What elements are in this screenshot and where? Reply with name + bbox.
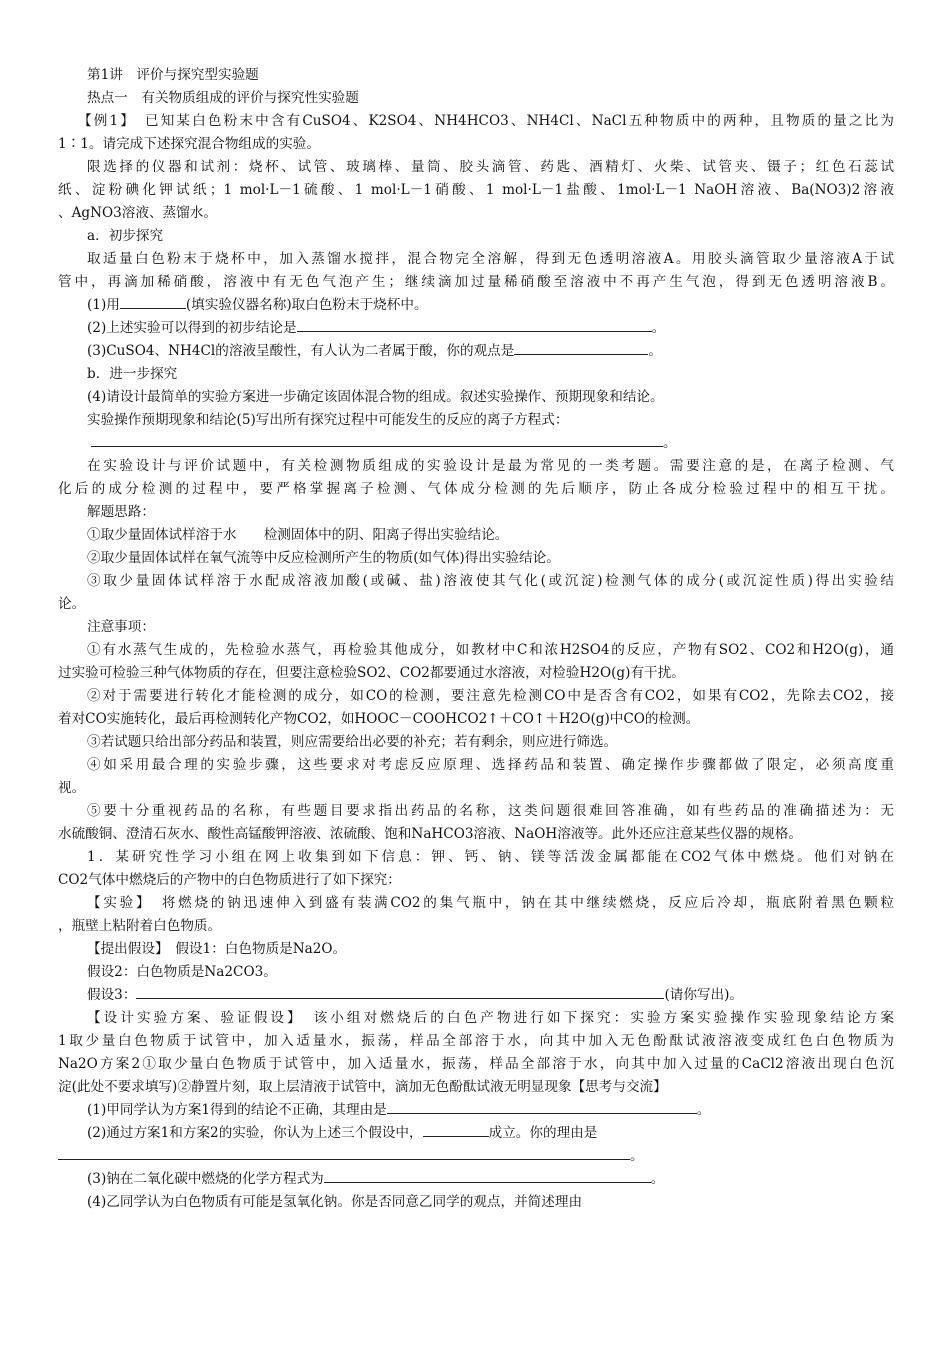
discussion-question-3: (3)钠在二氧化碳中燃烧的化学方程式为 。 [58,1168,894,1191]
question-4: (4)请设计最简单的实验方案进一步确定该固体混合物的组成。叙述实验操作、预期现象和结论。 [87,389,664,405]
procedure-text: 管中，再滴加稀硝酸，溶液中有无色气泡产生；继续滴加过量稀硝酸至溶液中不再产生气泡，得到无色透明溶液B。 [58,274,894,290]
answer-blank[interactable] [387,1099,697,1114]
notes-label: 注意事项： [87,619,155,635]
answer-blank[interactable] [91,432,663,447]
experiment-text: 【实验】 将燃烧的钠迅速伸入到盛有装满CO2的集气瓶中，钠在其中继续燃烧，反应后冷却，瓶底附着黑色颗粒 [87,895,894,911]
answer-blank[interactable] [58,1145,630,1160]
analysis-text: 在实验设计与评价试题中，有关检测物质组成的实验设计是最为常见的一类考题。需要注意的是，在离子检测、气 [87,458,894,474]
answer-blank[interactable] [120,294,186,309]
note-item: 着对CO实施转化，最后再检测转化产物CO2，如HOOC－COOHCO2↑＋CO↑＋H2O(g)中CO的检测。 [58,711,700,727]
hypothesis-2: 假设2：白色物质是Na2CO3。 [87,964,277,980]
answer-blank[interactable] [324,1168,651,1183]
discussion-question-2: (2)通过方案1和方案2的实验，你认为上述三个假设中， 成立。你的理由是 [58,1122,894,1145]
design-text: 淀(此处不要求填写)②静置片刻，取上层清液于试管中，滴加无色酚酞试液无明显现象【思考与交流】 [58,1079,667,1095]
design-text: Na2O方案2①取少量白色物质于试管中，加入适量水，振荡，样品全部溶于水，向其中加入过量的CaCl2溶液出现白色沉 [58,1056,894,1072]
note-item: 视。 [58,780,86,796]
answer-blank[interactable] [423,1122,489,1137]
question-5: 实验操作预期现象和结论(5)写出所有探究过程中可能发生的反应的离子方程式： [87,412,569,428]
solution-approach-label: 解题思路： [87,504,155,520]
answer-blank[interactable] [514,340,648,355]
analysis-text: 化后的成分检测的过程中，要严格掌握离子检测、气体成分检测的先后顺序，防止各成分检验过程中的相互干扰。 [58,481,894,497]
note-item: ⑤要十分重视药品的名称，有些题目要求指出药品的名称，这类问题很难回答准确，如有些药品的准确描述为：无 [87,803,894,819]
example-1-text: 1∶1。请完成下述探究混合物组成的实验。 [58,136,320,152]
lecture-title: 第1讲 评价与探究型实验题 [87,67,259,83]
question-5-blank-line: 。 [58,432,894,455]
question-1: (1)用 (填实验仪器名称)取白色粉末于烧杯中。 [58,294,894,317]
note-item: ④如采用最合理的实验步骤，这些要求对考虑反应原理、选择药品和装置、确定操作步骤都做了限定，必须高度重 [87,757,894,773]
problem-1-text: CO2气体中燃烧后的产物中的白色物质进行了如下探究： [58,872,401,888]
discussion-question-4: (4)乙同学认为白色物质有可能是氢氧化钠。你是否同意乙同学的观点，并简述理由 [87,1194,583,1210]
problem-1-text: 1．某研究性学习小组在网上收集到如下信息：钾、钙、钠、镁等活泼金属都能在CO2气体中燃烧。他们对钠在 [87,849,894,865]
experiment-text: ，瓶壁上粘附着白色物质。 [58,918,222,934]
design-text: 【设计实验方案、验证假设】 该小组对燃烧后的白色产物进行如下探究：实验方案实验操作实验现象结论方案 [87,1010,894,1026]
discussion-question-1: (1)甲同学认为方案1得到的结论不正确，其理由是 。 [58,1099,894,1122]
reagents-text: 限选择的仪器和试剂：烧杯、试管、玻璃棒、量筒、胶头滴管、药匙、酒精灯、火柴、试管夹、镊子；红色石蕊试 [87,159,894,175]
hypothesis-3: 假设3： (请你写出)。 [58,984,894,1007]
question-2: (2)上述实验可以得到的初步结论是 。 [58,317,894,340]
note-item: ②对于需要进行转化才能检测的成分，如CO的检测，要注意先检测CO中是否含有CO2，如果有CO2，先除去CO2，接 [87,688,894,704]
document-page [58,64,894,1214]
approach-item: ③取少量固体试样溶于水配成溶液加酸(或碱、盐)溶液使其气化(或沉淀)检测气体的成分(或沉淀性质)得出实验结 [87,573,894,589]
question-3: (3)CuSO4、NH4Cl的溶液呈酸性，有人认为二者属于酸，你的观点是 。 [58,340,894,363]
answer-blank[interactable] [297,317,652,332]
reagents-text: 、AgNO3溶液、蒸馏水。 [58,205,217,221]
answer-blank[interactable] [136,984,664,999]
hypothesis-1: 【提出假设】 假设1：白色物质是Na2O。 [87,941,347,957]
approach-item: 论。 [58,596,86,612]
approach-item: ①取少量固体试样溶于水 检测固体中的阴、阳离子得出实验结论。 [87,527,509,543]
example-1-text: 【例1】 已知某白色粉末中含有CuSO4、K2SO4、NH4HCO3、NH4Cl、NaCl五种物质中的两种，且物质的量之比为 [78,113,894,129]
procedure-text: 取适量白色粉末于烧杯中，加入蒸馏水搅拌，混合物完全溶解，得到无色透明溶液A。用胶头滴管取少量溶液A于试 [87,251,894,267]
reagents-text: 纸、淀粉碘化钾试纸；1 mol·L－1硫酸、1 mol·L－1硝酸、1 mol·L－1盐酸、1mol·L－1 NaOH溶液、Ba(NO3)2溶液 [58,182,894,198]
approach-item: ②取少量固体试样在氧气流等中反应检测所产生的物质(如气体)得出实验结论。 [87,550,560,566]
note-item: ①有水蒸气生成的，先检验水蒸气，再检验其他成分，如教材中C和浓H2SO4的反应，产物有SO2、CO2和H2O(g)，通 [87,642,894,658]
design-text: 1取少量白色物质于试管中，加入适量水，振荡，样品全部溶于水，向其中加入无色酚酞试液溶液变成红色白色物质为 [58,1033,894,1049]
note-item: ③若试题只给出部分药品和装置，则应需要给出必要的补充；若有剩余，则应进行筛选。 [87,734,618,750]
subheading-a: a．初步探究 [87,228,164,244]
discussion-question-2-blank-line: 。 [58,1145,894,1168]
subheading-b: b．进一步探究 [87,366,178,382]
note-item: 过实验可检验三种气体物质的存在，但要注意检验SO2、CO2都要通过水溶液，对检验H2O(g)有干扰。 [58,665,685,681]
note-item: 水硫酸铜、澄清石灰水、酸性高锰酸钾溶液、浓硫酸、饱和NaHCO3溶液、NaOH溶液等。此外还应注意某些仪器的规格。 [58,826,802,842]
section-heading: 热点一 有关物质组成的评价与探究性实验题 [87,90,359,106]
